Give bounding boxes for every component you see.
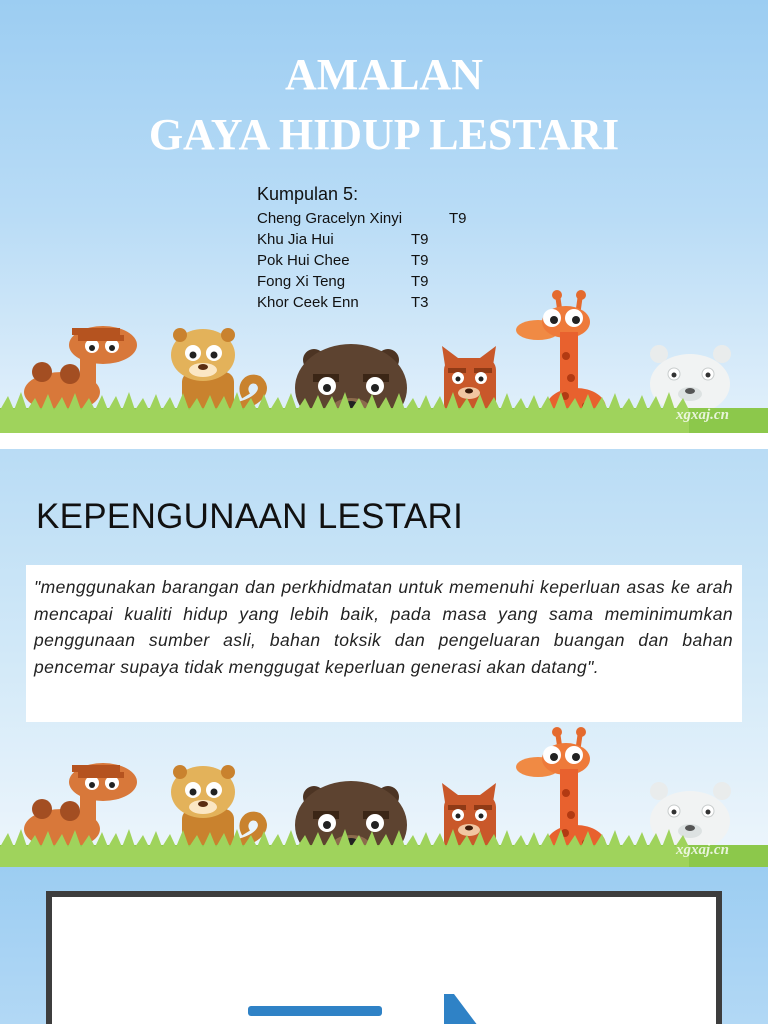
slide-frame	[46, 891, 722, 1024]
member-class: T9	[411, 231, 429, 248]
member-name: Khor Ceek Enn	[257, 294, 359, 311]
definition-quote: "menggunakan barangan dan perkhidmatan untuk memenuhi keperluan asas ke arah mencapai kualiti hidup yang lebih baik, pada masa yang sama meminimumkan penggunaan sumber asli, bahan toksik dan pengeluaran buangan dan bahan pencemar supaya tidak menggugat keperluan generasi akan datang".	[34, 577, 733, 677]
animals-grass-scene	[0, 280, 768, 433]
member-row	[257, 208, 517, 229]
blue-shape	[440, 990, 482, 1024]
member-class: T9	[411, 252, 429, 269]
member-name: Pok Hui Chee	[257, 252, 350, 269]
member-class: T3	[411, 294, 429, 311]
member-row	[257, 250, 517, 271]
slide-title	[0, 45, 768, 165]
slide-heading: KEPENGUNAAN LESTARI	[36, 497, 464, 536]
member-name: Cheng Gracelyn Xinyi	[257, 210, 403, 227]
member-class: T9	[449, 210, 467, 227]
watermark: xgxaj.cn	[676, 407, 729, 423]
title-slide	[0, 0, 768, 433]
title-line-2: GAYA HIDUP LESTARI	[148, 110, 620, 159]
quote-box	[26, 565, 742, 722]
blue-bar-shape	[248, 1006, 382, 1016]
member-name: Fong Xi Teng	[257, 273, 346, 290]
group-label: Kumpulan 5:	[257, 184, 359, 204]
animals-grass-scene	[0, 717, 768, 867]
member-name: Khu Jia Hui	[257, 231, 334, 248]
member-row	[257, 229, 517, 250]
member-class: T9	[411, 273, 429, 290]
slide-separator	[0, 433, 768, 449]
watermark: xgxaj.cn	[676, 842, 729, 858]
title-line-1: AMALAN	[285, 50, 483, 99]
